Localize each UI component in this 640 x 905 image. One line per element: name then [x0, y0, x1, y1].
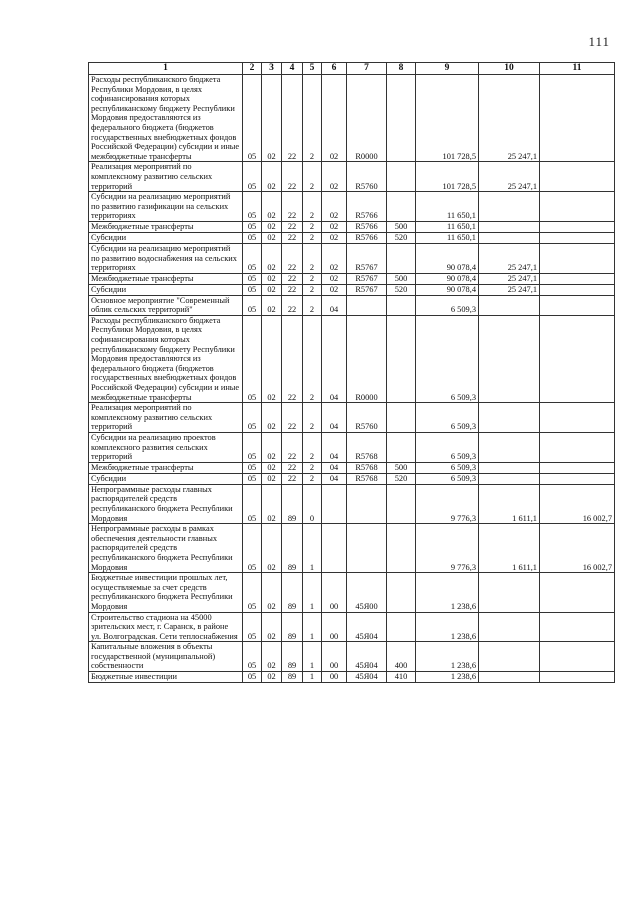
table-row	[89, 433, 615, 463]
amount-col-10	[479, 642, 540, 672]
code-subsection: 02	[262, 484, 282, 523]
code-event: 04	[322, 315, 347, 402]
column-header: 7	[347, 63, 387, 75]
code-program: 89	[282, 573, 303, 612]
amount-col-10: 1 611,1	[479, 524, 540, 573]
code-program: 22	[282, 243, 303, 273]
code-direction: 45Я04	[347, 612, 387, 642]
header-row	[89, 63, 615, 75]
amount-col-9: 11 650,1	[416, 192, 479, 222]
code-direction: R5768	[347, 473, 387, 484]
amount-col-10	[479, 612, 540, 642]
code-event: 04	[322, 403, 347, 433]
code-subprogram: 0	[303, 484, 322, 523]
code-subprogram: 1	[303, 524, 322, 573]
amount-col-11	[540, 295, 615, 315]
amount-col-10: 25 247,1	[479, 273, 540, 284]
amount-col-9: 6 509,3	[416, 462, 479, 473]
row-description: Межбюджетные трансферты	[89, 221, 243, 232]
code-expense-type	[387, 315, 416, 402]
code-program: 89	[282, 484, 303, 523]
amount-col-9: 101 728,5	[416, 75, 479, 162]
code-event	[322, 524, 347, 573]
code-program: 22	[282, 295, 303, 315]
code-program: 89	[282, 672, 303, 683]
code-event: 02	[322, 232, 347, 243]
amount-col-11	[540, 433, 615, 463]
amount-col-11	[540, 573, 615, 612]
amount-col-10	[479, 221, 540, 232]
amount-col-11	[540, 221, 615, 232]
code-expense-type: 500	[387, 462, 416, 473]
table-row	[89, 232, 615, 243]
code-subprogram: 2	[303, 192, 322, 222]
code-section: 05	[243, 473, 262, 484]
amount-col-10	[479, 462, 540, 473]
code-subsection: 02	[262, 243, 282, 273]
code-program: 22	[282, 403, 303, 433]
table-row	[89, 573, 615, 612]
table-row	[89, 284, 615, 295]
code-subsection: 02	[262, 462, 282, 473]
row-description: Расходы республиканского бюджета Республики Мордовия, в целях софинансирования которых республиканскому бюджету Республики Мордовия предоставляются из федерального бюджета (бюджетов государственных внебюджетных фондов Российской Федерации) субсидии и иные межбюджетные трансферты	[89, 75, 243, 162]
code-subprogram: 1	[303, 672, 322, 683]
code-direction: 45Я04	[347, 642, 387, 672]
amount-col-11	[540, 473, 615, 484]
amount-col-11	[540, 162, 615, 192]
row-description: Субсидии	[89, 284, 243, 295]
code-section: 05	[243, 484, 262, 523]
amount-col-11	[540, 243, 615, 273]
code-subsection: 02	[262, 524, 282, 573]
row-description: Субсидии	[89, 232, 243, 243]
code-program: 22	[282, 284, 303, 295]
code-direction: R5767	[347, 273, 387, 284]
code-program: 89	[282, 642, 303, 672]
table-row	[89, 642, 615, 672]
code-event: 00	[322, 672, 347, 683]
code-expense-type: 520	[387, 284, 416, 295]
code-expense-type: 500	[387, 273, 416, 284]
code-subsection: 02	[262, 612, 282, 642]
column-header: 1	[89, 63, 243, 75]
code-section: 05	[243, 192, 262, 222]
code-subsection: 02	[262, 221, 282, 232]
code-subprogram: 2	[303, 284, 322, 295]
amount-col-11	[540, 403, 615, 433]
code-expense-type: 410	[387, 672, 416, 683]
code-subsection: 02	[262, 75, 282, 162]
code-program: 22	[282, 162, 303, 192]
code-direction	[347, 295, 387, 315]
amount-col-9: 11 650,1	[416, 221, 479, 232]
table-row	[89, 484, 615, 523]
code-program: 22	[282, 273, 303, 284]
code-direction	[347, 524, 387, 573]
amount-col-9: 6 509,3	[416, 295, 479, 315]
amount-col-11	[540, 462, 615, 473]
row-description: Бюджетные инвестиции	[89, 672, 243, 683]
amount-col-10	[479, 295, 540, 315]
table-row	[89, 162, 615, 192]
column-header: 6	[322, 63, 347, 75]
column-header: 2	[243, 63, 262, 75]
amount-col-9: 6 509,3	[416, 315, 479, 402]
table-row	[89, 295, 615, 315]
code-subprogram: 1	[303, 573, 322, 612]
amount-col-11	[540, 612, 615, 642]
code-subsection: 02	[262, 642, 282, 672]
amount-col-9: 1 238,6	[416, 642, 479, 672]
code-direction	[347, 484, 387, 523]
amount-col-9: 101 728,5	[416, 162, 479, 192]
code-section: 05	[243, 295, 262, 315]
column-header: 10	[479, 63, 540, 75]
amount-col-9: 90 078,4	[416, 284, 479, 295]
amount-col-9: 9 776,3	[416, 524, 479, 573]
code-subsection: 02	[262, 192, 282, 222]
row-description: Межбюджетные трансферты	[89, 273, 243, 284]
row-description: Капитальные вложения в объекты государственной (муниципальной) собственности	[89, 642, 243, 672]
code-section: 05	[243, 462, 262, 473]
code-expense-type: 520	[387, 232, 416, 243]
code-event: 02	[322, 75, 347, 162]
code-section: 05	[243, 162, 262, 192]
code-subsection: 02	[262, 232, 282, 243]
amount-col-10: 25 247,1	[479, 243, 540, 273]
amount-col-9: 90 078,4	[416, 273, 479, 284]
code-program: 22	[282, 473, 303, 484]
code-subsection: 02	[262, 295, 282, 315]
code-subprogram: 2	[303, 295, 322, 315]
code-event: 04	[322, 473, 347, 484]
amount-col-9: 1 238,6	[416, 672, 479, 683]
table-row	[89, 192, 615, 222]
code-section: 05	[243, 672, 262, 683]
table-row	[89, 243, 615, 273]
table-row	[89, 273, 615, 284]
code-subprogram: 2	[303, 473, 322, 484]
code-event: 04	[322, 462, 347, 473]
amount-col-9: 6 509,3	[416, 473, 479, 484]
code-subprogram: 2	[303, 162, 322, 192]
code-subsection: 02	[262, 433, 282, 463]
code-expense-type: 500	[387, 221, 416, 232]
code-subprogram: 2	[303, 75, 322, 162]
amount-col-10: 25 247,1	[479, 75, 540, 162]
code-program: 22	[282, 462, 303, 473]
row-description: Субсидии	[89, 473, 243, 484]
code-expense-type	[387, 612, 416, 642]
code-subprogram: 2	[303, 221, 322, 232]
code-expense-type	[387, 192, 416, 222]
code-section: 05	[243, 524, 262, 573]
code-section: 05	[243, 315, 262, 402]
amount-col-9: 1 238,6	[416, 612, 479, 642]
table-row	[89, 524, 615, 573]
amount-col-11: 16 002,7	[540, 524, 615, 573]
code-expense-type	[387, 75, 416, 162]
code-direction: R0000	[347, 75, 387, 162]
code-section: 05	[243, 433, 262, 463]
column-header: 8	[387, 63, 416, 75]
amount-col-11	[540, 273, 615, 284]
code-event: 04	[322, 433, 347, 463]
row-description: Реализация мероприятий по комплексному развитию сельских территорий	[89, 162, 243, 192]
column-header: 11	[540, 63, 615, 75]
amount-col-11	[540, 232, 615, 243]
code-direction: 45Я00	[347, 573, 387, 612]
row-description: Непрограммные расходы главных распорядителей средств республиканского бюджета Республики Мордовия	[89, 484, 243, 523]
amount-col-10	[479, 315, 540, 402]
column-header: 3	[262, 63, 282, 75]
column-header: 5	[303, 63, 322, 75]
code-program: 89	[282, 612, 303, 642]
amount-col-10	[479, 573, 540, 612]
amount-col-11	[540, 642, 615, 672]
row-description: Основное мероприятие "Современный облик сельских территорий"	[89, 295, 243, 315]
column-header: 9	[416, 63, 479, 75]
code-subprogram: 1	[303, 612, 322, 642]
row-description: Субсидии на реализацию мероприятий по развитию водоснабжения на сельских территориях	[89, 243, 243, 273]
code-expense-type	[387, 433, 416, 463]
code-section: 05	[243, 284, 262, 295]
amount-col-11	[540, 315, 615, 402]
code-section: 05	[243, 75, 262, 162]
code-expense-type	[387, 403, 416, 433]
amount-col-11: 16 002,7	[540, 484, 615, 523]
code-direction: R5766	[347, 232, 387, 243]
amount-col-11	[540, 284, 615, 295]
code-event: 00	[322, 573, 347, 612]
table-body	[89, 75, 615, 683]
amount-col-9: 1 238,6	[416, 573, 479, 612]
amount-col-9: 90 078,4	[416, 243, 479, 273]
code-expense-type	[387, 243, 416, 273]
code-subsection: 02	[262, 273, 282, 284]
row-description: Строительство стадиона на 45000 зрительских мест, г. Саранск, в районе ул. Волгоградская. Сети теплоснабжения	[89, 612, 243, 642]
code-subprogram: 2	[303, 462, 322, 473]
code-event: 02	[322, 221, 347, 232]
code-direction: R5768	[347, 433, 387, 463]
amount-col-10	[479, 232, 540, 243]
code-direction: R5760	[347, 403, 387, 433]
code-direction: R5768	[347, 462, 387, 473]
code-section: 05	[243, 573, 262, 612]
amount-col-10	[479, 473, 540, 484]
table-row	[89, 672, 615, 683]
code-expense-type	[387, 573, 416, 612]
row-description: Реализация мероприятий по комплексному развитию сельских территорий	[89, 403, 243, 433]
code-subsection: 02	[262, 403, 282, 433]
budget-table	[88, 62, 615, 683]
code-program: 22	[282, 433, 303, 463]
code-event: 02	[322, 243, 347, 273]
table-row	[89, 315, 615, 402]
code-expense-type	[387, 524, 416, 573]
code-expense-type: 400	[387, 642, 416, 672]
code-event: 00	[322, 642, 347, 672]
code-event: 04	[322, 295, 347, 315]
table-row	[89, 221, 615, 232]
code-program: 22	[282, 315, 303, 402]
code-event	[322, 484, 347, 523]
page-number: 111	[588, 34, 610, 49]
code-subprogram: 2	[303, 315, 322, 402]
amount-col-9: 6 509,3	[416, 403, 479, 433]
code-section: 05	[243, 221, 262, 232]
code-section: 05	[243, 612, 262, 642]
code-subsection: 02	[262, 284, 282, 295]
code-program: 22	[282, 221, 303, 232]
row-description: Субсидии на реализацию проектов комплексного развития сельских территорий	[89, 433, 243, 463]
code-expense-type	[387, 162, 416, 192]
amount-col-11	[540, 192, 615, 222]
code-program: 22	[282, 192, 303, 222]
amount-col-10: 25 247,1	[479, 284, 540, 295]
column-header: 4	[282, 63, 303, 75]
code-event: 02	[322, 162, 347, 192]
amount-col-10: 25 247,1	[479, 162, 540, 192]
amount-col-11	[540, 75, 615, 162]
code-program: 22	[282, 75, 303, 162]
table-row	[89, 403, 615, 433]
code-program: 89	[282, 524, 303, 573]
amount-col-10: 1 611,1	[479, 484, 540, 523]
table-row	[89, 462, 615, 473]
row-description: Субсидии на реализацию мероприятий по развитию газификации на сельских территориях	[89, 192, 243, 222]
amount-col-10	[479, 192, 540, 222]
code-expense-type	[387, 295, 416, 315]
code-direction: R5767	[347, 243, 387, 273]
amount-col-9: 6 509,3	[416, 433, 479, 463]
code-direction: 45Я04	[347, 672, 387, 683]
row-description: Непрограммные расходы в рамках обеспечения деятельности главных распорядителей средств республиканского бюджета Республики Мордовия	[89, 524, 243, 573]
code-expense-type: 520	[387, 473, 416, 484]
row-description: Межбюджетные трансферты	[89, 462, 243, 473]
amount-col-10	[479, 403, 540, 433]
code-direction: R5760	[347, 162, 387, 192]
amount-col-11	[540, 672, 615, 683]
code-event: 00	[322, 612, 347, 642]
amount-col-10	[479, 433, 540, 463]
code-section: 05	[243, 273, 262, 284]
code-direction: R5767	[347, 284, 387, 295]
table-row	[89, 473, 615, 484]
table-row	[89, 612, 615, 642]
code-event: 02	[322, 284, 347, 295]
code-subprogram: 2	[303, 243, 322, 273]
code-direction: R0000	[347, 315, 387, 402]
code-subprogram: 2	[303, 433, 322, 463]
code-section: 05	[243, 403, 262, 433]
code-subprogram: 2	[303, 273, 322, 284]
amount-col-10	[479, 672, 540, 683]
code-subprogram: 2	[303, 403, 322, 433]
code-program: 22	[282, 232, 303, 243]
amount-col-9: 9 776,3	[416, 484, 479, 523]
code-subprogram: 1	[303, 642, 322, 672]
code-event: 02	[322, 192, 347, 222]
table-row	[89, 75, 615, 162]
code-subsection: 02	[262, 473, 282, 484]
code-subsection: 02	[262, 315, 282, 402]
code-section: 05	[243, 642, 262, 672]
code-expense-type	[387, 484, 416, 523]
code-direction: R5766	[347, 221, 387, 232]
code-subprogram: 2	[303, 232, 322, 243]
code-subsection: 02	[262, 672, 282, 683]
code-subsection: 02	[262, 573, 282, 612]
code-direction: R5766	[347, 192, 387, 222]
row-description: Бюджетные инвестиции прошлых лет, осуществляемые за счет средств республиканского бюджета Республики Мордовия	[89, 573, 243, 612]
code-event: 02	[322, 273, 347, 284]
code-subsection: 02	[262, 162, 282, 192]
code-section: 05	[243, 243, 262, 273]
row-description: Расходы республиканского бюджета Республики Мордовия, в целях софинансирования которых республиканскому бюджету Республики Мордовия предоставляются из федерального бюджета (бюджетов государственных внебюджетных фондов Российской Федерации) субсидии и иные межбюджетные трансферты	[89, 315, 243, 402]
code-section: 05	[243, 232, 262, 243]
amount-col-9: 11 650,1	[416, 232, 479, 243]
